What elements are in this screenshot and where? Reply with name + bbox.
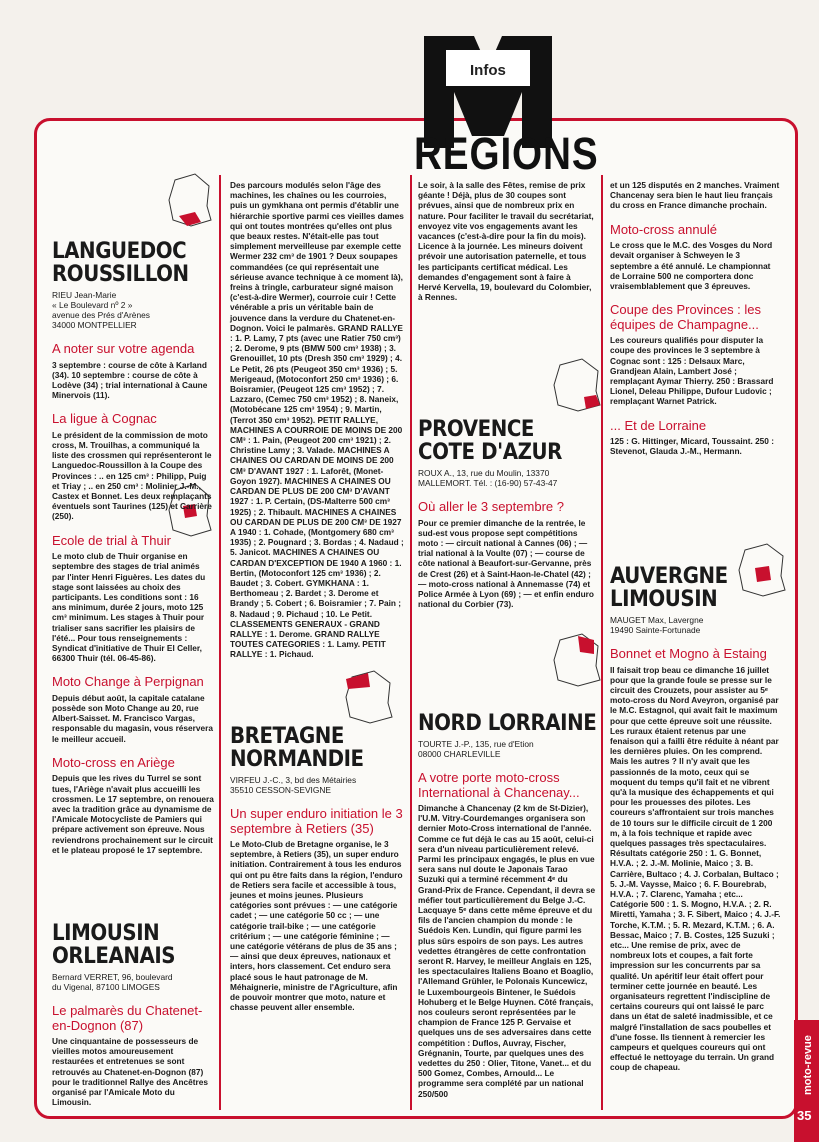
region-title-provence: PROVENCE <box>418 418 535 442</box>
france-map-icon <box>550 355 605 415</box>
article-title: ... Et de Lorraine <box>610 417 707 433</box>
column-2-bottom <box>230 725 405 1014</box>
article-title: A votre porte moto-cross International à Chancenay... <box>418 770 580 800</box>
article-title: Moto Change à Perpignan <box>52 674 204 690</box>
article-title: Coupe des Provinces : les équipes de Champagne... <box>610 302 762 332</box>
article-body: et un 125 disputés en 2 manches. Vraiment Chancenay sera bien le haut lieu français du cross en France dimanche prochain. <box>610 180 780 211</box>
column-3 <box>418 180 596 304</box>
address-line: ROUX A., 13, rue du Moulin, 13370 <box>418 468 550 478</box>
article-body: Le moto club de Thuir organise en septembre des stages de trial animés par l'inter Henri Figuères. Les dates du stage sont laissées au choix des participants. Les conditions sont : 16 ans minimum, durée 2 jours, moto 125 cm³ minimum. Les stages à Thuir pour trialiser sans sacrifier les plaisirs de l'été... Pour tous renseignements : Syndicat d'initiative de Thuir El Celler, 66300 Thuir (tél. 06-45-86). <box>52 551 206 664</box>
correspondent-address <box>610 615 782 635</box>
correspondent-address <box>418 739 596 759</box>
article-body: Depuis début août, la capitale catalane possède son Moto Change au 20, rue Albert-Saisset. M. Francisco Vargas, responsable du magasin, vous réservera le meilleur accueil. <box>52 692 213 744</box>
article-body: 125 : G. Hittinger, Micard, Toussaint. 250 : Stevenot, Glauda J.-M., Hermann. <box>610 436 774 457</box>
region-title-auvergne: AUVERGNE <box>610 563 728 589</box>
france-map-icon <box>550 630 605 690</box>
article-body: Depuis que les rives du Turrel se sont tues, l'Ariège n'avait plus accueilli les crossmen. Le 17 septembre, on renouera avec la tradition grâce au dynamisme de l'Amicale Motocycliste de Pamiers qui prépare activement son épreuve. Nous reviendrons prochainement sur le circuit et le plateau proposé le 17 septembre. <box>52 773 214 855</box>
article-body: Dimanche à Chancenay (2 km de St-Dizier), l'U.M. Vitry-Courdemanges organisera son dernier Moto-Cross international de l'année. Comme ce fut déjà le cas au 15 août, celui-ci sera d'un niveau particulièrement relevé. Parmi les principaux engagés, le plus en vue sera sans nul doute le Japonais Tarao Suzuki qui a terminé récemment 4ᵉ du Grand-Prix de France. Cependant, il devra se méfier tout particulièrement du Belge J.-C. Lacquaye 5ᵉ dans cette même épreuve et du fils de l'ancien champion du monde : le Suédois Ken. Lundin, qui figure parmi les plus sûrs espoirs de son pays. Les autres vedettes étrangères de cette confrontation seront R. Harvey, le meilleur Anglais en 125, les spectaculaires Italiens Boano et Boaglio, l'Allemand Grühler, le Polonais Kuncewicz, le Luxembourgeois Bintener, le Suédois Hohuberg et le Belge Huynen. Côté français, nos couleurs seront représentées par le champion de France 125 P. Gervaise et quelques uns de ses adversaires dans cette compétition : Duflos, Auvray, Fischer, Grégnanin, Tourte, par quelques unes des vedettes du 250 : Olier, Titone, Vanet... et du 500 Gomez, Combes, Arnould... Le programme sera complété par un national 250/500 <box>418 803 596 1099</box>
column-3-middle <box>418 418 596 633</box>
address-line: 19490 Sainte-Fortunade <box>610 625 701 635</box>
page-number: 35 <box>797 1108 812 1123</box>
region-title-cote-azur: COTE D'AZUR <box>418 439 562 465</box>
column-4 <box>610 180 782 458</box>
address-line: du Vigenal, 87100 LIMOGES <box>52 982 160 992</box>
address-line: TOURTE J.-P., 135, rue d'Etion <box>418 739 534 749</box>
region-title-limousin: LIMOUSIN <box>52 920 160 946</box>
article-body: Le soir, à la salle des Fêtes, remise de prix géante ! Déjà, plus de 30 coupes sont prévues, ainsi que de nombreux prix en nature. Pour faciliter le travail du secrétariat, envoyez vite vos engagements avant les vacances (c'est-à-dire pour la fin du mois). Licence à la journée. Les mineurs doivent prévoir une autorisation paternelle, et tous les participants certificat médical. Les demandes d'engagement sont à faire à Hervé Kervella, 19, boulevard du Colombier, à Rennes. <box>418 180 594 303</box>
article-body: Il faisait trop beau ce dimanche 16 juillet pour que la grande foule se presse sur le circuit des Crouzets, pour assister au 5ᵉ moto-cross du Nord Aveyron, organisé par le M.C. Estagnol, qui avait fait le maximum pour que cette épreuve soit une réussite. Les ruraux étaient retenus par une fenaison qui a failli être réduite à néant par les dernières pluies. On les comprend. Mais les autres ? Il n'y avait que les passionnés de la moto, ceux qui se moquent du temps qu'il fait et ne vibrent qu'à la musique des échappements et qui pour les prouesses des pilotes. Les coureurs s'affrontaient sur trois manches de 10 tours sur le difficile circuit de 1 200 m, à la fois technique et rapide avec quelques passages très spectaculaires. Résultats catégorie 250 : 1. G. Bonnet, H.V.A. ; 2. J.-M. Molinie, Maico ; 3. B. Carrière, Bultaco ; 4. J. Corbalan, Bultaco ; 5. J.-M. Vaysse, Maico ; 6. F. Bourebrab, H.V.A. ; 7. Clarenc, Yamaha ; etc... Catégorie 500 : 1. S. Mogno, H.V.A. ; 2. R. Miretti, Yamaha ; 3. F. Sibert, Maico ; 4. J.-F. Torche, K.T.M. ; 5. R. Mezard, K.T.M. ; 6. A. Bessac, Maico ; 7. B. Costes, 125 Suzuki ; etc... Une remise de prix, avec de nombreux lots et coupes, a fait forte impression sur les concurrents par sa qualité. Un apéritif leur était offert pour terminer cette journée en beauté. Les organisateurs regrettent l'indiscipline de certains coureurs qui ont laissé le parc dans un état de saleté inadmissible, et ce malgré l'installation de sacs poubelles et d'une fosse. Ils tiennent à remercier les campeurs et quelques coureurs qui ont effectué le nettoyage du terrain. Un grand coup de chapeau. <box>610 664 781 1073</box>
magazine-name: moto-revue <box>802 1035 814 1095</box>
page-title: REGIONS <box>414 128 599 179</box>
address-line: 35510 CESSON-SEVIGNE <box>230 785 332 795</box>
article-title: Ecole de trial à Thuir <box>52 532 171 548</box>
region-title-limousin-2: LIMOUSIN <box>610 586 718 612</box>
article-body: Les coureurs qualifiés pour disputer la coupe des provinces le 3 septembre à Cognac sont : 125 : Delsaux Marc, Grandjean Alain, Lambert José ; remplaçant Aymar Thierry. 250 : Brassard Lionel, Deleau Philippe, Dufour Ludovic ; remplaçant Warnet Patrick. <box>610 335 774 407</box>
address-line: VIRFEU J.-C., 3, bd des Métairies <box>230 775 357 785</box>
article-title: Où aller le 3 septembre ? <box>418 499 564 514</box>
region-title-bretagne: BRETAGNE <box>230 723 344 749</box>
article-body: Une cinquantaine de possesseurs de vieilles motos amoureusement restaurées et entretenues se sont retrouvés au Chatenet-en-Dognon (87) pour le traditionnel Rallye des Ancêtres organisé par l'Amicale Moto du Limousin. <box>52 1036 208 1108</box>
address-line: MAUGET Max, Lavergne <box>610 615 704 625</box>
column-1-bottom <box>52 922 214 1109</box>
correspondent-address <box>52 972 214 992</box>
article-title: Un super enduro initiation le 3 septembre à Retiers (35) <box>230 806 403 836</box>
address-line: RIEU Jean-Marie <box>52 290 117 300</box>
address-line: 34000 MONTPELLIER <box>52 320 137 330</box>
column-1 <box>52 240 214 857</box>
region-title-orleanais: ORLEANAIS <box>52 943 176 969</box>
region-title-languedoc: LANGUEDOC <box>52 238 187 264</box>
region-title-normandie: NORMANDIE <box>230 746 364 772</box>
correspondent-address <box>52 290 214 330</box>
article-title: A noter sur votre agenda <box>52 341 195 356</box>
article-body: Le cross que le M.C. des Vosges du Nord devait organiser à Schweyen le 3 septembre a été annulé. Le championnat de Lorraine 500 ne comportera donc vraisemblablement que 3 épreuves. <box>610 240 773 291</box>
correspondent-address <box>230 775 405 795</box>
article-title: Bonnet et Mogno à Estaing <box>610 646 767 661</box>
region-title-roussillon: ROUSSILLON <box>52 261 189 287</box>
column-divider <box>219 175 221 1110</box>
infos-label: Infos <box>470 62 506 79</box>
article-title: Moto-cross en Ariège <box>52 754 175 770</box>
article-body: Le Moto-Club de Bretagne organise, le 3 septembre, à Retiers (35), un super enduro initiation. Contrairement à tous les enduros qui ont pu être faits dans la région, l'enduro de Retiers sera facile et accessible à tous, jeunes et moins jeunes. Plusieurs catégories sont prévues : — une catégorie cadet ; — une catégorie 50 cc ; — une catégorie trail-bike ; — une catégorie critérium ; — une catégorie féminine ; — une catégorie vétérans de plus de 35 ans ; — ainsi que deux épreuves, nationaux et inters, hors classement. Cet enduro sera placé sous le haut patronage de M. Méhaignerie, ministre de l'Agriculture, afin de pouvoir montrer que moto, nature et chasse peuvent aller ensemble. <box>230 839 403 1013</box>
region-title-nord-lorraine: NORD LORRAINE <box>418 710 597 736</box>
address-line: Bernard VERRET, 96, boulevard <box>52 972 173 982</box>
article-body: Des parcours modulés selon l'âge des machines, les chaînes ou les courroies, puis un gymkhana ont permis d'établir une hiérarchie sportive parmi ces vieilles dames qui ont toutes montrées qu'elles ont plus que beaux restes. N'était-elle pas tout simplement merveilleuse par exemple cette Wermer 232 cm³ de 1901 ? Deux soupapes commandées (ce qui représentait une sérieuse avance technique à ce moment là), freins à tringle, carburateur signé maison (c'est-à-dire Wermer), courroie cuir ! Cette vénérable a pris un véritable bain de jouvence dans la verdure du Chatenet-en-Dognon. Voici le palmarès. GRAND RALLYE : 1. P. Lamy, 7 pts (avec une Ratier 750 cm³) ; 2. Derome, 9 pts (BMW 500 cm³ 1938) ; 3. Grenouillet, 10 pts (Dresh 350 cm³ 1929) ; 4. Le Petit, 26 pts (Peugeot 350 cm³ 1936) ; 5. Merigeaud, (Motoconfort 250 cm³ 1936) ; 6. Boisramier, (Peugeot 125 cm³ 1952) ; 7. Lazzaro, (Cemec 750 cm³ 1952) ; 8. Naneix, (Motobécane 125 cm³ 1954) ; 9. Martin, (Terrot 350 cm³ 1952). PETIT RALLYE, MACHINES A COURROIE DE MOINS DE 200 CM³ : 1. Pain, (Peugeot 200 cm³ 1921) ; 2. Christine Lamy ; 3. Valade. MACHINES A CHAINES OU CARDAN DE MOINS DE 200 CM³ D'AVANT 1927 : 1. Laforêt, (Monet-Goyon 1927). MACHINES A CHAINES OU CARDAN DE PLUS DE 200 CM³ D'AVANT 1927 : 1. P. Certain, (DS-Malterre 500 cm³ 1925) ; 2. Thibault. MACHINES A CHAINES OU CARDAN DE PLUS DE 200 CM³ DE 1927 A 1940 : 1. Cohade, (Montgomery 680 cm³ 1935) ; 2. Pougnard ; 3. Bordas ; 4. Nadaud ; 5. Janicot. MACHINES A CHAINES OU CARDAN D'EXCEPTION DE 1940 A 1960 : 1. Bertin, (Motoconfort 125 cm³ 1936) ; 2. Baudet ; 3. Cobert. GYMKHANA : 1. Berthomeau ; 2. Bardet ; 3. Derome et Brandy ; 5. Cobert ; 6. Boisramier ; 7. Pain ; 8. Nadaud ; 9. Pichaud ; 10. Le Petit. CLASSEMENTS GENERAUX - GRAND RALLYE : 1. Derome. GRAND RALLYE TOUTES CATEGORIES : 1. Lamy. PETIT RALLYE : 1. Pichaud. <box>230 180 404 660</box>
article-body: Pour ce premier dimanche de la rentrée, le sud-est vous propose sept compétitions moto : — circuit national à Cannes (06) ; — trial national à la Voulte (07) ; — course de côte national à Beaufort-sur-Gervanne, près de Crest (26) et à Saint-Haon-le-Chatel (42) ; — moto-cross national à Annemasse (74) et Police Armée à Lyon (69) ; — et enfin enduro national du Corbier (73). <box>418 517 594 610</box>
column-divider <box>410 175 412 1110</box>
france-map-icon <box>340 665 400 725</box>
article-title: Le palmarès du Chatenet-en-Dognon (87) <box>52 1003 203 1033</box>
column-2 <box>230 180 405 662</box>
article-title: Moto-cross annulé <box>610 221 717 237</box>
column-3-bottom <box>418 712 596 1101</box>
article-body: Le président de la commission de moto cross, M. Trouilhas, a communiqué la liste des crossmen qui représenteront le Languedoc-Roussillon à la Coupe des Provinces : .. en 125 cm³ : Philipp, Puig et Triay ; .. en 250 cm³ : Molinier J.-M., Castex et Bonnet. Les deux remplaçants éventuels sont Taurines (125) et Carrière (250). <box>52 429 212 522</box>
correspondent-address <box>418 468 596 488</box>
address-line: 08000 CHARLEVILLE <box>418 749 501 759</box>
column-4-bottom <box>610 565 782 1075</box>
article-title: La ligue à Cognac <box>52 411 157 427</box>
france-map-icon <box>165 170 215 230</box>
address-line: MALLEMORT. Tél. : (16-90) 57-43-47 <box>418 478 558 488</box>
article-body: 3 septembre : course de côte à Karland (34). 10 septembre : course de côte à Lodève (34) ; trial international à Caune Minervois (11). <box>52 359 208 401</box>
address-line: avenue des Prés d'Arènes <box>52 310 150 320</box>
address-line: « Le Boulevard nº 2 » <box>52 300 133 310</box>
